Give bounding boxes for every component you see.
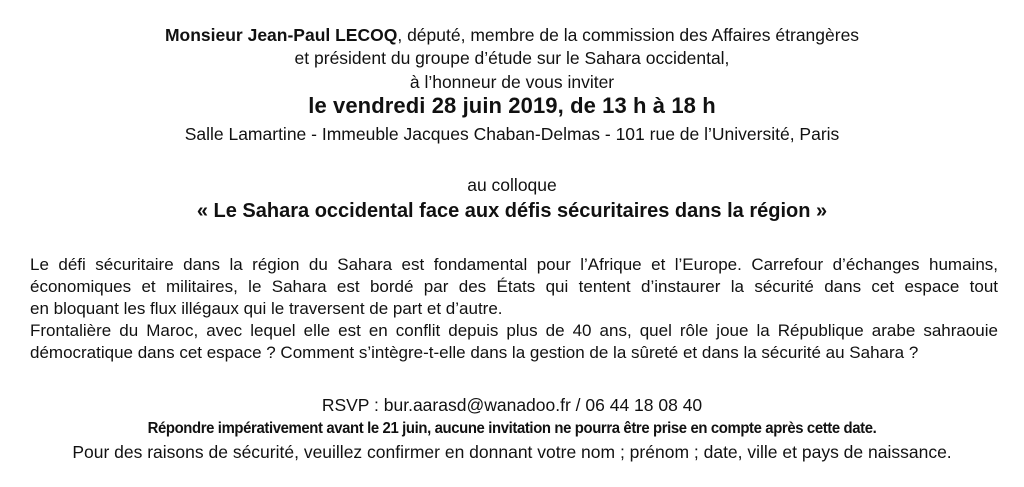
host-line <box>0 24 1024 46</box>
description-line: en bloquant les flux illégaux qui le traversent de part et d’autre. <box>30 299 503 318</box>
rsvp-deadline: Répondre impérativement avant le 21 juin, aucune invitation ne pourra être prise en compte après cette date. <box>147 420 877 437</box>
description-line: Le défi sécuritaire dans la région du Sahara est fondamental pour l’Afrique et l’Europe. Carrefour d’échanges humains, <box>30 255 998 274</box>
event-date: le vendredi 28 juin 2019, de 13 h à 18 h <box>308 93 716 118</box>
security-note: Pour des raisons de sécurité, veuillez confirmer en donnant votre nom ; prénom ; date, ville et pays de naissance. <box>72 442 952 462</box>
host-name: Monsieur Jean-Paul LECOQ <box>164 25 398 45</box>
host-role-line-2: et président du groupe d’étude sur le Sahara occidental, <box>294 48 730 68</box>
event-venue: Salle Lamartine - Immeuble Jacques Chaban-Delmas - 101 rue de l’Université, Paris <box>184 124 840 144</box>
honour-line: à l’honneur de vous inviter <box>409 72 615 92</box>
event-title: « Le Sahara occidental face aux défis sécuritaires dans la région » <box>196 200 828 222</box>
description-line: économiques et militaires, le Sahara est bordé par des États qui tentent d’instaurer la sécurité dans cet espace tout <box>30 277 998 296</box>
host-role: , député, membre de la commission des Affaires étrangères <box>397 25 860 45</box>
event-intro: au colloque <box>467 175 557 195</box>
description-line: Frontalière du Maroc, avec lequel elle est en conflit depuis plus de 40 ans, quel rôle joue la République arabe sahraouie <box>30 321 998 340</box>
description-paragraph <box>30 254 998 364</box>
description-line: démocratique dans cet espace ? Comment s’intègre-t-elle dans la gestion de la sûreté et dans la sécurité au Sahara ? <box>30 343 919 362</box>
rsvp-contact: RSVP : bur.aarasd@wanadoo.fr / 06 44 18 08 40 <box>321 395 703 415</box>
